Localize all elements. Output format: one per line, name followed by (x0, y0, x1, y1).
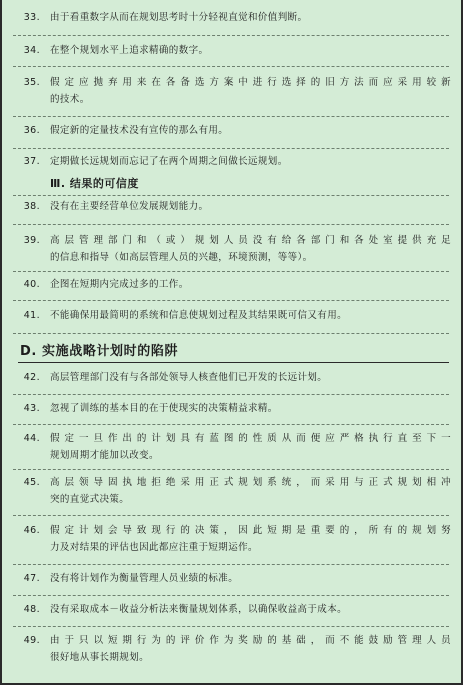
item-text-line: 高层管理部门和（或）规划人员没有给各部门和各处室提供充足 (50, 235, 451, 246)
list-item-46 (2, 522, 461, 556)
item-number: 47. (23, 573, 40, 584)
item-number: 44. (23, 433, 40, 444)
list-item-47 (2, 570, 461, 587)
item-number: 45. (23, 477, 40, 488)
list-item-48 (2, 601, 461, 618)
list-item-44 (2, 430, 461, 464)
item-text: 企图在短期内完成过多的工作。 (50, 279, 189, 290)
divider (13, 469, 449, 470)
list-item-43 (2, 400, 461, 417)
item-number: 41. (23, 310, 40, 321)
item-text-line: 突的直觉式决策。 (50, 494, 130, 505)
item-number: 39. (23, 235, 40, 246)
list-item-45 (2, 474, 461, 508)
section-heading-iii: Ⅲ. 结果的可信度 (50, 177, 139, 190)
list-item-40 (2, 276, 461, 293)
item-text: 忽视了训练的基本目的在于使现实的决策精益求精。 (50, 403, 278, 414)
item-number: 46. (23, 525, 40, 536)
item-text-line: 很好地从事长期规划。 (50, 652, 150, 663)
divider (13, 626, 449, 627)
divider (13, 271, 449, 272)
list-item-39 (2, 232, 461, 266)
list-item-35 (2, 74, 461, 108)
divider (13, 148, 449, 149)
divider (13, 394, 449, 395)
item-number: 49. (23, 635, 40, 646)
item-number: 42. (23, 372, 40, 383)
item-text-line: 的信息和指导（如高层管理人员的兴趣，环境预测，等等）。 (50, 252, 313, 263)
item-number: 38. (23, 201, 40, 212)
item-text: 由于看重数字从而在规划思考时十分轻视直觉和价值判断。 (50, 12, 308, 23)
item-number: 48. (23, 604, 40, 615)
item-text: 没有在主要经营单位发展规划能力。 (50, 201, 209, 212)
item-text: 假定新的定量技术没有宣传的那么有用。 (50, 125, 229, 136)
item-text: 高层管理部门没有与各部处领导人核查他们已开发的长远计划。 (50, 372, 328, 383)
list-item-36 (2, 122, 461, 139)
divider (13, 66, 449, 67)
list-item-42 (2, 369, 461, 386)
item-text: 不能确保用最简明的系统和信息使规划过程及其结果既可信又有用。 (50, 310, 348, 321)
divider (13, 333, 449, 334)
item-text-line: 假定一旦作出的计划具有蓝图的性质从而便应严格执行直至下一 (50, 433, 451, 444)
item-text-line: 高层领导固执地拒绝采用正式规划系统，而采用与正式规划相冲 (50, 477, 451, 488)
item-text-line: 假定计划会导致现行的决策，因此短期是重要的，所有的规划努 (50, 525, 451, 536)
list-item-49 (2, 632, 461, 666)
item-text-line: 力及对结果的评估也因此都应注重于短期运作。 (50, 542, 258, 553)
list-item-41 (2, 307, 461, 324)
item-text-line: 由于只以短期行为的评价作为奖励的基础，而不能鼓励管理人员 (50, 635, 451, 646)
item-number: 36. (23, 125, 40, 136)
item-text-line: 的技术。 (50, 94, 90, 105)
item-text-line: 规划周期才能加以改变。 (50, 450, 159, 461)
item-text: 没有将计划作为衡量管理人员业绩的标准。 (50, 573, 239, 584)
item-number: 34. (23, 45, 40, 56)
list-item-33 (2, 9, 461, 26)
list-item-37 (2, 153, 461, 170)
section-heading-d: D. 实施战略计划时的陷阱 (20, 344, 179, 359)
list-item-38 (2, 198, 461, 215)
item-number: 43. (23, 403, 40, 414)
item-number: 37. (23, 156, 40, 167)
list-item-34 (2, 42, 461, 59)
divider (13, 35, 449, 36)
divider (13, 424, 449, 425)
item-text: 定期做长远规划而忘记了在两个周期之间做长远规划。 (50, 156, 288, 167)
item-text: 没有采取成本－收益分析法来衡量规划体系，以确保收益高于成本。 (50, 604, 348, 615)
heading-underline (18, 362, 449, 363)
divider (13, 195, 449, 196)
item-number: 35. (23, 77, 40, 88)
divider (13, 300, 449, 301)
divider (13, 224, 449, 225)
divider (13, 595, 449, 596)
divider (13, 116, 449, 117)
item-number: 40. (23, 279, 40, 290)
divider (13, 564, 449, 565)
item-text: 在整个规划水平上追求精确的数字。 (50, 45, 209, 56)
item-number: 33. (23, 12, 40, 23)
divider (13, 515, 449, 516)
item-text-line: 假定应抛弃用来在各备选方案中进行选择的旧方法而应采用较新 (50, 77, 451, 88)
